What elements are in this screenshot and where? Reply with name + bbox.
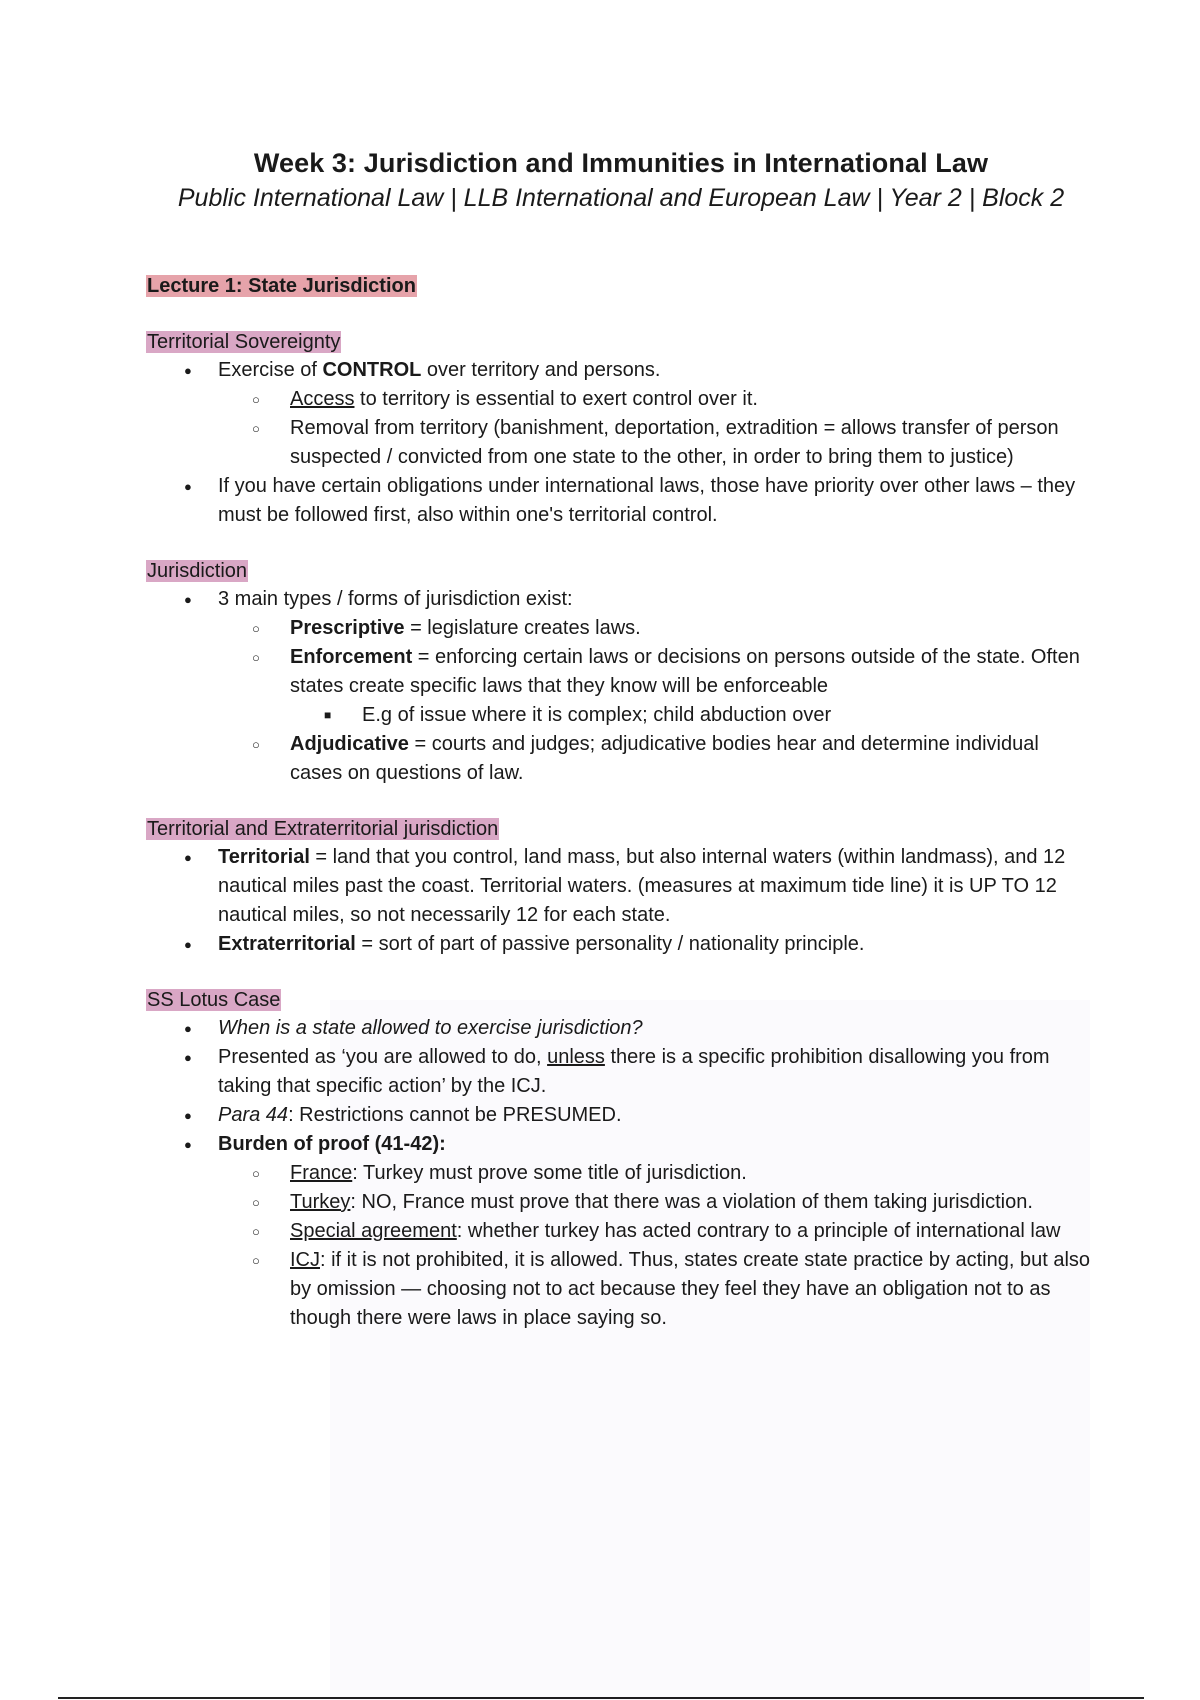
bullet-list bbox=[146, 356, 1096, 530]
list-item: ● Extraterritorial = sort of part of passive personality / nationality principle. bbox=[146, 930, 1096, 959]
list-item: ● Burden of proof (41-42): ○ France: Turkey must prove some title of jurisdiction. ○ Turkey: NO, France must prove that there was a violation of them taking jurisdiction. ○ Special agreement: whether turkey has acted contrary to a principle of international law ○ ICJ: if it is not prohibited, it is allowed. Thus, states create state practice by acting, but also by omission — choosing not to act because they feel they have an obligation not to as though there were laws in place saying so. bbox=[146, 1130, 1096, 1333]
section-heading: Jurisdiction bbox=[147, 560, 248, 582]
section-territorial-extraterritorial bbox=[146, 815, 1096, 959]
bullet-list bbox=[146, 843, 1096, 959]
section-heading: SS Lotus Case bbox=[147, 989, 281, 1011]
lecture-heading: Lecture 1: State Jurisdiction bbox=[147, 275, 416, 297]
list-item: ● If you have certain obligations under international laws, those have priority over other laws – they must be followed first, also within one's territorial control. bbox=[146, 472, 1096, 530]
list-item: ● 3 main types / forms of jurisdiction exist: ○ Prescriptive = legislature creates laws. ○ Enforcement = enforcing certain laws or decisions on persons outside of the state. Often states create specific laws that they know will be enforceable ■ E.g of issue where it is complex; child abduction over ○ Adjudicative = courts and judges; adjudicative bodies hear and determine individual cases on questions of law. bbox=[146, 585, 1096, 788]
list-item: ○ Special agreement: whether turkey has acted contrary to a principle of international law bbox=[218, 1217, 1096, 1246]
list-item: ○ France: Turkey must prove some title of jurisdiction. bbox=[218, 1159, 1096, 1188]
list-item: ● Territorial = land that you control, land mass, but also internal waters (within landmass), and 12 nautical miles past the coast. Territorial waters. (measures at maximum tide line) it is UP TO 12 nautical miles, so not necessarily 12 for each state. bbox=[146, 843, 1096, 930]
section-ss-lotus-case bbox=[146, 986, 1096, 1333]
section-jurisdiction bbox=[146, 557, 1096, 788]
sub-list bbox=[218, 385, 1096, 472]
list-item: ○ Access to territory is essential to exert control over it. bbox=[218, 385, 1096, 414]
list-item: ○ Adjudicative = courts and judges; adjudicative bodies hear and determine individual cases on questions of law. bbox=[218, 730, 1096, 788]
document-subtitle: Public International Law | LLB International and European Law | Year 2 | Block 2 bbox=[177, 184, 1065, 212]
bullet-list bbox=[146, 1014, 1096, 1333]
sub-list bbox=[218, 614, 1096, 788]
section-heading: Territorial and Extraterritorial jurisdiction bbox=[147, 818, 499, 840]
sub-list bbox=[218, 1159, 1096, 1333]
list-item: ○ Prescriptive = legislature creates laws. bbox=[218, 614, 1096, 643]
document-body bbox=[146, 146, 1096, 1333]
section-heading: Territorial Sovereignty bbox=[147, 331, 341, 353]
bullet-list bbox=[146, 585, 1096, 788]
section-territorial-sovereignty bbox=[146, 328, 1096, 530]
list-item: ● Para 44: Restrictions cannot be PRESUMED. bbox=[146, 1101, 1096, 1130]
list-item: ○ ICJ: if it is not prohibited, it is allowed. Thus, states create state practice by acting, but also by omission — choosing not to act because they feel they have an obligation not to as though there were laws in place saying so. bbox=[218, 1246, 1096, 1333]
list-item: ■ E.g of issue where it is complex; child abduction over bbox=[290, 701, 1096, 730]
list-item: ○ Removal from territory (banishment, deportation, extradition = allows transfer of person suspected / convicted from one state to the other, in order to bring them to justice) bbox=[218, 414, 1096, 472]
list-item: ● When is a state allowed to exercise jurisdiction? bbox=[146, 1014, 1096, 1043]
document-title: Week 3: Jurisdiction and Immunities in International Law bbox=[253, 148, 989, 178]
list-item: ○ Enforcement = enforcing certain laws or decisions on persons outside of the state. Often states create specific laws that they know will be enforceable ■ E.g of issue where it is complex; child abduction over bbox=[218, 643, 1096, 730]
sub-sub-list bbox=[290, 701, 1096, 730]
bottom-divider bbox=[58, 1697, 1144, 1699]
list-item: ● Exercise of CONTROL over territory and persons. ○ Access to territory is essential to exert control over it. ○ Removal from territory (banishment, deportation, extradition = allows transfer of person suspected / convicted from one state to the other, in order to bring them to justice) bbox=[146, 356, 1096, 472]
list-item: ○ Turkey: NO, France must prove that there was a violation of them taking jurisdiction. bbox=[218, 1188, 1096, 1217]
list-item: ● Presented as ‘you are allowed to do, unless there is a specific prohibition disallowing you from taking that specific action’ by the ICJ. bbox=[146, 1043, 1096, 1101]
